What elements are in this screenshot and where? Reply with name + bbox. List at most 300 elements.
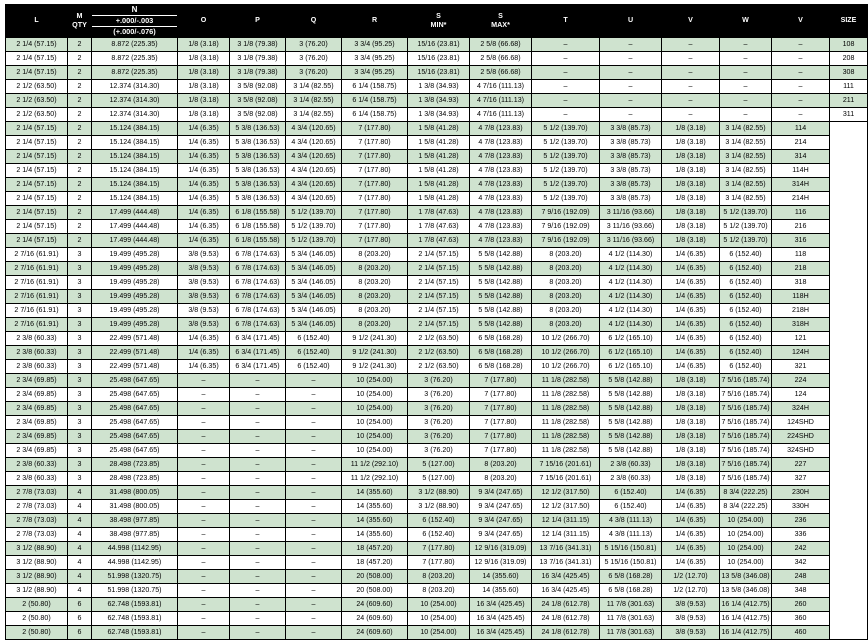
cell-m: 2 — [68, 233, 92, 247]
cell-q: 5 1/2 (139.70) — [286, 205, 342, 219]
cell-t: 10 1/2 (266.70) — [532, 331, 600, 345]
cell-n: 19.499 (495.28) — [92, 317, 178, 331]
cell-s1: 2 1/4 (57.15) — [408, 303, 470, 317]
cell-m: 3 — [68, 415, 92, 429]
cell-s2: 4 7/8 (123.83) — [470, 135, 532, 149]
cell-l: 2 1/4 (57.15) — [6, 163, 68, 177]
cell-q: 4 3/4 (120.65) — [286, 121, 342, 135]
cell-w: 10 (254.00) — [720, 513, 772, 527]
cell-v: 1/4 (6.35) — [662, 275, 720, 289]
cell-q: – — [286, 527, 342, 541]
cell-r: 10 (254.00) — [342, 387, 408, 401]
cell-v: 1/8 (3.18) — [662, 401, 720, 415]
cell-n: 25.498 (647.65) — [92, 443, 178, 457]
col-header-u — [600, 5, 662, 38]
cell-n: 22.499 (571.48) — [92, 345, 178, 359]
cell-v2: 342 — [772, 555, 830, 569]
cell-u: 5 5/8 (142.88) — [600, 429, 662, 443]
cell-s1: 1 5/8 (41.28) — [408, 177, 470, 191]
cell-v2: 314H — [772, 177, 830, 191]
cell-r: 24 (609.60) — [342, 611, 408, 625]
cell-t: 11 1/8 (282.58) — [532, 429, 600, 443]
cell-l: 2 1/4 (57.15) — [6, 205, 68, 219]
cell-l: 2 3/4 (69.85) — [6, 429, 68, 443]
table-row — [6, 387, 868, 401]
col-header-n — [92, 5, 178, 38]
cell-n: 38.498 (977.85) — [92, 513, 178, 527]
cell-r: 7 (177.80) — [342, 233, 408, 247]
cell-r: 18 (457.20) — [342, 555, 408, 569]
cell-t: 12 1/4 (311.15) — [532, 527, 600, 541]
cell-t: 5 1/2 (139.70) — [532, 177, 600, 191]
cell-s1: 6 (152.40) — [408, 513, 470, 527]
cell-u: 2 3/8 (60.33) — [600, 457, 662, 471]
cell-w: 16 1/4 (412.75) — [720, 625, 772, 639]
cell-l: 2 1/4 (57.15) — [6, 37, 68, 51]
cell-u: – — [600, 93, 662, 107]
cell-q: – — [286, 569, 342, 583]
cell-m: 3 — [68, 373, 92, 387]
cell-m: 6 — [68, 625, 92, 639]
col-header-q — [286, 5, 342, 38]
cell-v2: – — [772, 79, 830, 93]
table-row — [6, 555, 868, 569]
cell-m: 2 — [68, 149, 92, 163]
cell-u: 11 7/8 (301.63) — [600, 611, 662, 625]
cell-l: 2 1/4 (57.15) — [6, 219, 68, 233]
cell-n: 62.748 (1593.81) — [92, 625, 178, 639]
cell-q: – — [286, 513, 342, 527]
cell-o: – — [178, 401, 230, 415]
cell-o: 1/4 (6.35) — [178, 121, 230, 135]
cell-v2: 314 — [772, 149, 830, 163]
col-header-n-tol-mm: (+.000/-.076) — [113, 27, 156, 37]
cell-t: 7 9/16 (192.09) — [532, 233, 600, 247]
cell-q: – — [286, 499, 342, 513]
cell-l: 2 7/8 (73.03) — [6, 513, 68, 527]
cell-p: 6 7/8 (174.63) — [230, 289, 286, 303]
cell-v2: 324H — [772, 401, 830, 415]
cell-q: – — [286, 625, 342, 639]
cell-v: 3/8 (9.53) — [662, 597, 720, 611]
cell-q: 5 3/4 (146.05) — [286, 303, 342, 317]
cell-s1: 7 (177.80) — [408, 555, 470, 569]
cell-t: – — [532, 37, 600, 51]
cell-p: – — [230, 569, 286, 583]
cell-r: 3 3/4 (95.25) — [342, 51, 408, 65]
cell-s2: 4 7/8 (123.83) — [470, 191, 532, 205]
cell-v: 1/8 (3.18) — [662, 387, 720, 401]
cell-o: – — [178, 527, 230, 541]
cell-w: 5 1/2 (139.70) — [720, 205, 772, 219]
cell-o: – — [178, 443, 230, 457]
cell-u: 4 1/2 (114.30) — [600, 275, 662, 289]
cell-s1: 1 7/8 (47.63) — [408, 205, 470, 219]
cell-p: 6 7/8 (174.63) — [230, 303, 286, 317]
cell-s1: 2 1/4 (57.15) — [408, 261, 470, 275]
cell-r: 20 (508.00) — [342, 583, 408, 597]
cell-n: 25.498 (647.65) — [92, 387, 178, 401]
cell-t: – — [532, 93, 600, 107]
cell-s2: 12 9/16 (319.09) — [470, 555, 532, 569]
col-header-t — [532, 5, 600, 38]
table-row — [6, 373, 868, 387]
cell-v: 1/4 (6.35) — [662, 541, 720, 555]
cell-w: – — [720, 65, 772, 79]
cell-n: 38.498 (977.85) — [92, 527, 178, 541]
cell-t: 8 (203.20) — [532, 275, 600, 289]
cell-w: 7 5/16 (185.74) — [720, 471, 772, 485]
cell-p: – — [230, 485, 286, 499]
cell-p: – — [230, 625, 286, 639]
table-row — [6, 625, 868, 639]
cell-s2: 7 (177.80) — [470, 429, 532, 443]
cell-r: 10 (254.00) — [342, 373, 408, 387]
cell-p: – — [230, 611, 286, 625]
table-row — [6, 611, 868, 625]
cell-n: 51.998 (1320.75) — [92, 569, 178, 583]
table-row — [6, 275, 868, 289]
cell-u: 3 3/8 (85.73) — [600, 135, 662, 149]
cell-m: 3 — [68, 387, 92, 401]
cell-w: 3 1/4 (82.55) — [720, 163, 772, 177]
cell-r: 14 (355.60) — [342, 513, 408, 527]
cell-l: 2 3/8 (60.33) — [6, 345, 68, 359]
cell-q: 5 1/2 (139.70) — [286, 233, 342, 247]
cell-w: 10 (254.00) — [720, 555, 772, 569]
cell-v2: 318H — [772, 317, 830, 331]
cell-p: – — [230, 471, 286, 485]
cell-v2: – — [772, 51, 830, 65]
cell-n: 12.374 (314.30) — [92, 93, 178, 107]
cell-l: 2 3/8 (60.33) — [6, 331, 68, 345]
cell-l: 2 7/16 (61.91) — [6, 317, 68, 331]
cell-s1: 5 (127.00) — [408, 471, 470, 485]
cell-r: 6 1/4 (158.75) — [342, 93, 408, 107]
cell-l: 3 1/2 (88.90) — [6, 541, 68, 555]
cell-n: 62.748 (1593.81) — [92, 611, 178, 625]
col-header-m-sub: QTY — [72, 19, 87, 29]
cell-r: 7 (177.80) — [342, 177, 408, 191]
cell-t: 8 (203.20) — [532, 317, 600, 331]
cell-q: – — [286, 555, 342, 569]
cell-u: – — [600, 65, 662, 79]
cell-t: 11 1/8 (282.58) — [532, 373, 600, 387]
cell-q: 6 (152.40) — [286, 331, 342, 345]
col-header-s-max-label: S — [498, 12, 503, 21]
cell-q: – — [286, 485, 342, 499]
cell-q: – — [286, 429, 342, 443]
cell-l: 2 3/4 (69.85) — [6, 401, 68, 415]
cell-p: – — [230, 401, 286, 415]
cell-q: – — [286, 457, 342, 471]
col-header-size — [830, 5, 868, 38]
cell-u: 4 3/8 (111.13) — [600, 513, 662, 527]
cell-w: 7 5/16 (185.74) — [720, 457, 772, 471]
cell-s1: 10 (254.00) — [408, 611, 470, 625]
cell-p: – — [230, 457, 286, 471]
cell-w: 7 5/16 (185.74) — [720, 373, 772, 387]
cell-m: 2 — [68, 107, 92, 121]
cell-m: 2 — [68, 65, 92, 79]
cell-s2: 7 (177.80) — [470, 373, 532, 387]
cell-v: – — [662, 65, 720, 79]
cell-n: 51.998 (1320.75) — [92, 583, 178, 597]
cell-r: 6 1/4 (158.75) — [342, 107, 408, 121]
cell-v2: 218H — [772, 303, 830, 317]
cell-t: 7 15/16 (201.61) — [532, 457, 600, 471]
table-row — [6, 205, 868, 219]
cell-v: 1/4 (6.35) — [662, 331, 720, 345]
cell-v: 1/8 (3.18) — [662, 415, 720, 429]
cell-s2: 7 (177.80) — [470, 415, 532, 429]
header-row — [6, 5, 868, 38]
cell-m: 4 — [68, 569, 92, 583]
cell-v2: 216 — [772, 219, 830, 233]
cell-u: 6 5/8 (168.28) — [600, 569, 662, 583]
cell-v2: – — [772, 65, 830, 79]
cell-w: – — [720, 107, 772, 121]
cell-v: 1/8 (3.18) — [662, 457, 720, 471]
cell-q: 4 3/4 (120.65) — [286, 177, 342, 191]
cell-v: – — [662, 79, 720, 93]
cell-r: 14 (355.60) — [342, 485, 408, 499]
cell-v: 1/4 (6.35) — [662, 345, 720, 359]
cell-p: 3 5/8 (92.08) — [230, 107, 286, 121]
cell-m: 3 — [68, 261, 92, 275]
cell-s2: 2 5/8 (66.68) — [470, 51, 532, 65]
cell-l: 2 1/4 (57.15) — [6, 135, 68, 149]
cell-s2: 2 5/8 (66.68) — [470, 65, 532, 79]
cell-m: 3 — [68, 401, 92, 415]
cell-s1: 3 1/2 (88.90) — [408, 499, 470, 513]
cell-v2: – — [772, 107, 830, 121]
cell-w: 13 5/8 (346.08) — [720, 569, 772, 583]
cell-m: 2 — [68, 51, 92, 65]
cell-l: 2 1/2 (63.50) — [6, 93, 68, 107]
cell-q: – — [286, 541, 342, 555]
cell-p: – — [230, 415, 286, 429]
cell-s1: 1 7/8 (47.63) — [408, 233, 470, 247]
table-row — [6, 331, 868, 345]
cell-o: – — [178, 597, 230, 611]
cell-m: 6 — [68, 597, 92, 611]
cell-v: 1/2 (12.70) — [662, 583, 720, 597]
cell-n: 22.499 (571.48) — [92, 331, 178, 345]
cell-u: 3 3/8 (85.73) — [600, 121, 662, 135]
cell-r: 7 (177.80) — [342, 205, 408, 219]
cell-m: 2 — [68, 177, 92, 191]
cell-v2: 218 — [772, 261, 830, 275]
cell-s2: 4 7/8 (123.83) — [470, 163, 532, 177]
cell-size: 211 — [830, 93, 868, 107]
cell-n: 44.998 (1142.95) — [92, 555, 178, 569]
cell-w: 8 3/4 (222.25) — [720, 499, 772, 513]
cell-v: 1/8 (3.18) — [662, 205, 720, 219]
cell-w: 7 5/16 (185.74) — [720, 443, 772, 457]
cell-size: 311 — [830, 107, 868, 121]
cell-n: 19.499 (495.28) — [92, 275, 178, 289]
cell-w: 5 1/2 (139.70) — [720, 233, 772, 247]
table-row — [6, 107, 868, 121]
col-header-s-min-sub: MIN* — [430, 19, 447, 29]
cell-s2: 5 5/8 (142.88) — [470, 247, 532, 261]
cell-t: – — [532, 51, 600, 65]
cell-s2: 6 5/8 (168.28) — [470, 331, 532, 345]
cell-s1: 1 5/8 (41.28) — [408, 149, 470, 163]
cell-t: 16 3/4 (425.45) — [532, 569, 600, 583]
cell-p: – — [230, 499, 286, 513]
cell-p: – — [230, 583, 286, 597]
cell-s2: 4 7/8 (123.83) — [470, 177, 532, 191]
col-header-w-label: W — [742, 16, 749, 25]
cell-m: 3 — [68, 275, 92, 289]
cell-w: 10 (254.00) — [720, 541, 772, 555]
cell-r: 9 1/2 (241.30) — [342, 331, 408, 345]
cell-w: – — [720, 79, 772, 93]
table-row — [6, 177, 868, 191]
cell-t: 10 1/2 (266.70) — [532, 345, 600, 359]
cell-p: 6 7/8 (174.63) — [230, 317, 286, 331]
col-header-v-label: V — [688, 16, 693, 25]
cell-o: 1/4 (6.35) — [178, 149, 230, 163]
table-row — [6, 457, 868, 471]
cell-r: 8 (203.20) — [342, 303, 408, 317]
cell-q: 3 1/4 (82.55) — [286, 93, 342, 107]
cell-o: 1/4 (6.35) — [178, 177, 230, 191]
cell-v: 1/4 (6.35) — [662, 303, 720, 317]
cell-s2: 8 (203.20) — [470, 457, 532, 471]
cell-m: 4 — [68, 513, 92, 527]
table-row — [6, 499, 868, 513]
cell-n: 19.499 (495.28) — [92, 261, 178, 275]
cell-v2: 124SHD — [772, 415, 830, 429]
cell-s1: 8 (203.20) — [408, 583, 470, 597]
cell-t: 5 1/2 (139.70) — [532, 163, 600, 177]
cell-r: 9 1/2 (241.30) — [342, 359, 408, 373]
cell-t: 5 1/2 (139.70) — [532, 135, 600, 149]
cell-u: 4 1/2 (114.30) — [600, 261, 662, 275]
cell-r: 18 (457.20) — [342, 541, 408, 555]
cell-l: 2 7/8 (73.03) — [6, 527, 68, 541]
cell-w: 3 1/4 (82.55) — [720, 177, 772, 191]
cell-p: 3 1/8 (79.38) — [230, 65, 286, 79]
cell-p: 3 1/8 (79.38) — [230, 37, 286, 51]
cell-v2: – — [772, 93, 830, 107]
cell-m: 6 — [68, 611, 92, 625]
cell-o: 1/8 (3.18) — [178, 65, 230, 79]
cell-l: 2 1/4 (57.15) — [6, 191, 68, 205]
cell-s2: 5 5/8 (142.88) — [470, 289, 532, 303]
cell-v: 1/8 (3.18) — [662, 121, 720, 135]
cell-l: 2 1/2 (63.50) — [6, 107, 68, 121]
cell-m: 3 — [68, 303, 92, 317]
cell-w: – — [720, 93, 772, 107]
cell-w: 6 (152.40) — [720, 345, 772, 359]
table-row — [6, 219, 868, 233]
cell-v2: 324SHD — [772, 443, 830, 457]
cell-q: 3 (76.20) — [286, 65, 342, 79]
cell-size: 308 — [830, 65, 868, 79]
cell-t: 5 1/2 (139.70) — [532, 121, 600, 135]
table-row — [6, 485, 868, 499]
cell-s1: 15/16 (23.81) — [408, 51, 470, 65]
cell-t: 7 9/16 (192.09) — [532, 205, 600, 219]
cell-v2: 327 — [772, 471, 830, 485]
cell-o: 1/8 (3.18) — [178, 79, 230, 93]
cell-m: 2 — [68, 163, 92, 177]
cell-u: 4 1/2 (114.30) — [600, 247, 662, 261]
cell-l: 3 1/2 (88.90) — [6, 555, 68, 569]
cell-s1: 7 (177.80) — [408, 541, 470, 555]
cell-n: 19.499 (495.28) — [92, 303, 178, 317]
cell-v: 1/4 (6.35) — [662, 359, 720, 373]
cell-n: 28.498 (723.85) — [92, 457, 178, 471]
cell-q: – — [286, 401, 342, 415]
cell-n: 12.374 (314.30) — [92, 107, 178, 121]
cell-v2: 330H — [772, 499, 830, 513]
cell-s2: 9 3/4 (247.65) — [470, 513, 532, 527]
col-header-t-label: T — [563, 16, 568, 25]
cell-m: 3 — [68, 345, 92, 359]
cell-o: – — [178, 583, 230, 597]
cell-s2: 4 7/8 (123.83) — [470, 205, 532, 219]
cell-p: – — [230, 555, 286, 569]
cell-q: 6 (152.40) — [286, 345, 342, 359]
cell-w: 5 1/2 (139.70) — [720, 219, 772, 233]
cell-w: 6 (152.40) — [720, 247, 772, 261]
cell-s2: 9 3/4 (247.65) — [470, 499, 532, 513]
cell-v: 1/8 (3.18) — [662, 219, 720, 233]
cell-s1: 10 (254.00) — [408, 597, 470, 611]
cell-u: 4 1/2 (114.30) — [600, 289, 662, 303]
cell-s1: 1 3/8 (34.93) — [408, 107, 470, 121]
cell-w: 3 1/4 (82.55) — [720, 191, 772, 205]
cell-s2: 5 5/8 (142.88) — [470, 303, 532, 317]
col-header-size-label: SIZE — [840, 16, 857, 25]
cell-o: – — [178, 387, 230, 401]
cell-r: 9 1/2 (241.30) — [342, 345, 408, 359]
cell-o: – — [178, 499, 230, 513]
cell-t: 8 (203.20) — [532, 261, 600, 275]
cell-v2: 224 — [772, 373, 830, 387]
cell-r: 8 (203.20) — [342, 261, 408, 275]
cell-l: 2 (50.80) — [6, 597, 68, 611]
cell-v: 1/4 (6.35) — [662, 527, 720, 541]
cell-n: 25.498 (647.65) — [92, 429, 178, 443]
cell-r: 20 (508.00) — [342, 569, 408, 583]
col-header-v — [662, 5, 720, 38]
cell-q: 3 1/4 (82.55) — [286, 107, 342, 121]
cell-v2: 360 — [772, 611, 830, 625]
cell-u: 11 7/8 (301.63) — [600, 625, 662, 639]
table-row — [6, 65, 868, 79]
cell-o: 3/8 (9.53) — [178, 303, 230, 317]
cell-w: 3 1/4 (82.55) — [720, 121, 772, 135]
cell-v: 1/8 (3.18) — [662, 135, 720, 149]
cell-t: 7 15/16 (201.61) — [532, 471, 600, 485]
cell-n: 8.872 (225.35) — [92, 51, 178, 65]
table-row — [6, 317, 868, 331]
table-row — [6, 513, 868, 527]
cell-w: 16 1/4 (412.75) — [720, 611, 772, 625]
cell-o: – — [178, 415, 230, 429]
cell-s1: 1 7/8 (47.63) — [408, 219, 470, 233]
cell-l: 3 1/2 (88.90) — [6, 583, 68, 597]
table-row — [6, 93, 868, 107]
cell-size: 111 — [830, 79, 868, 93]
cell-q: 5 3/4 (146.05) — [286, 261, 342, 275]
